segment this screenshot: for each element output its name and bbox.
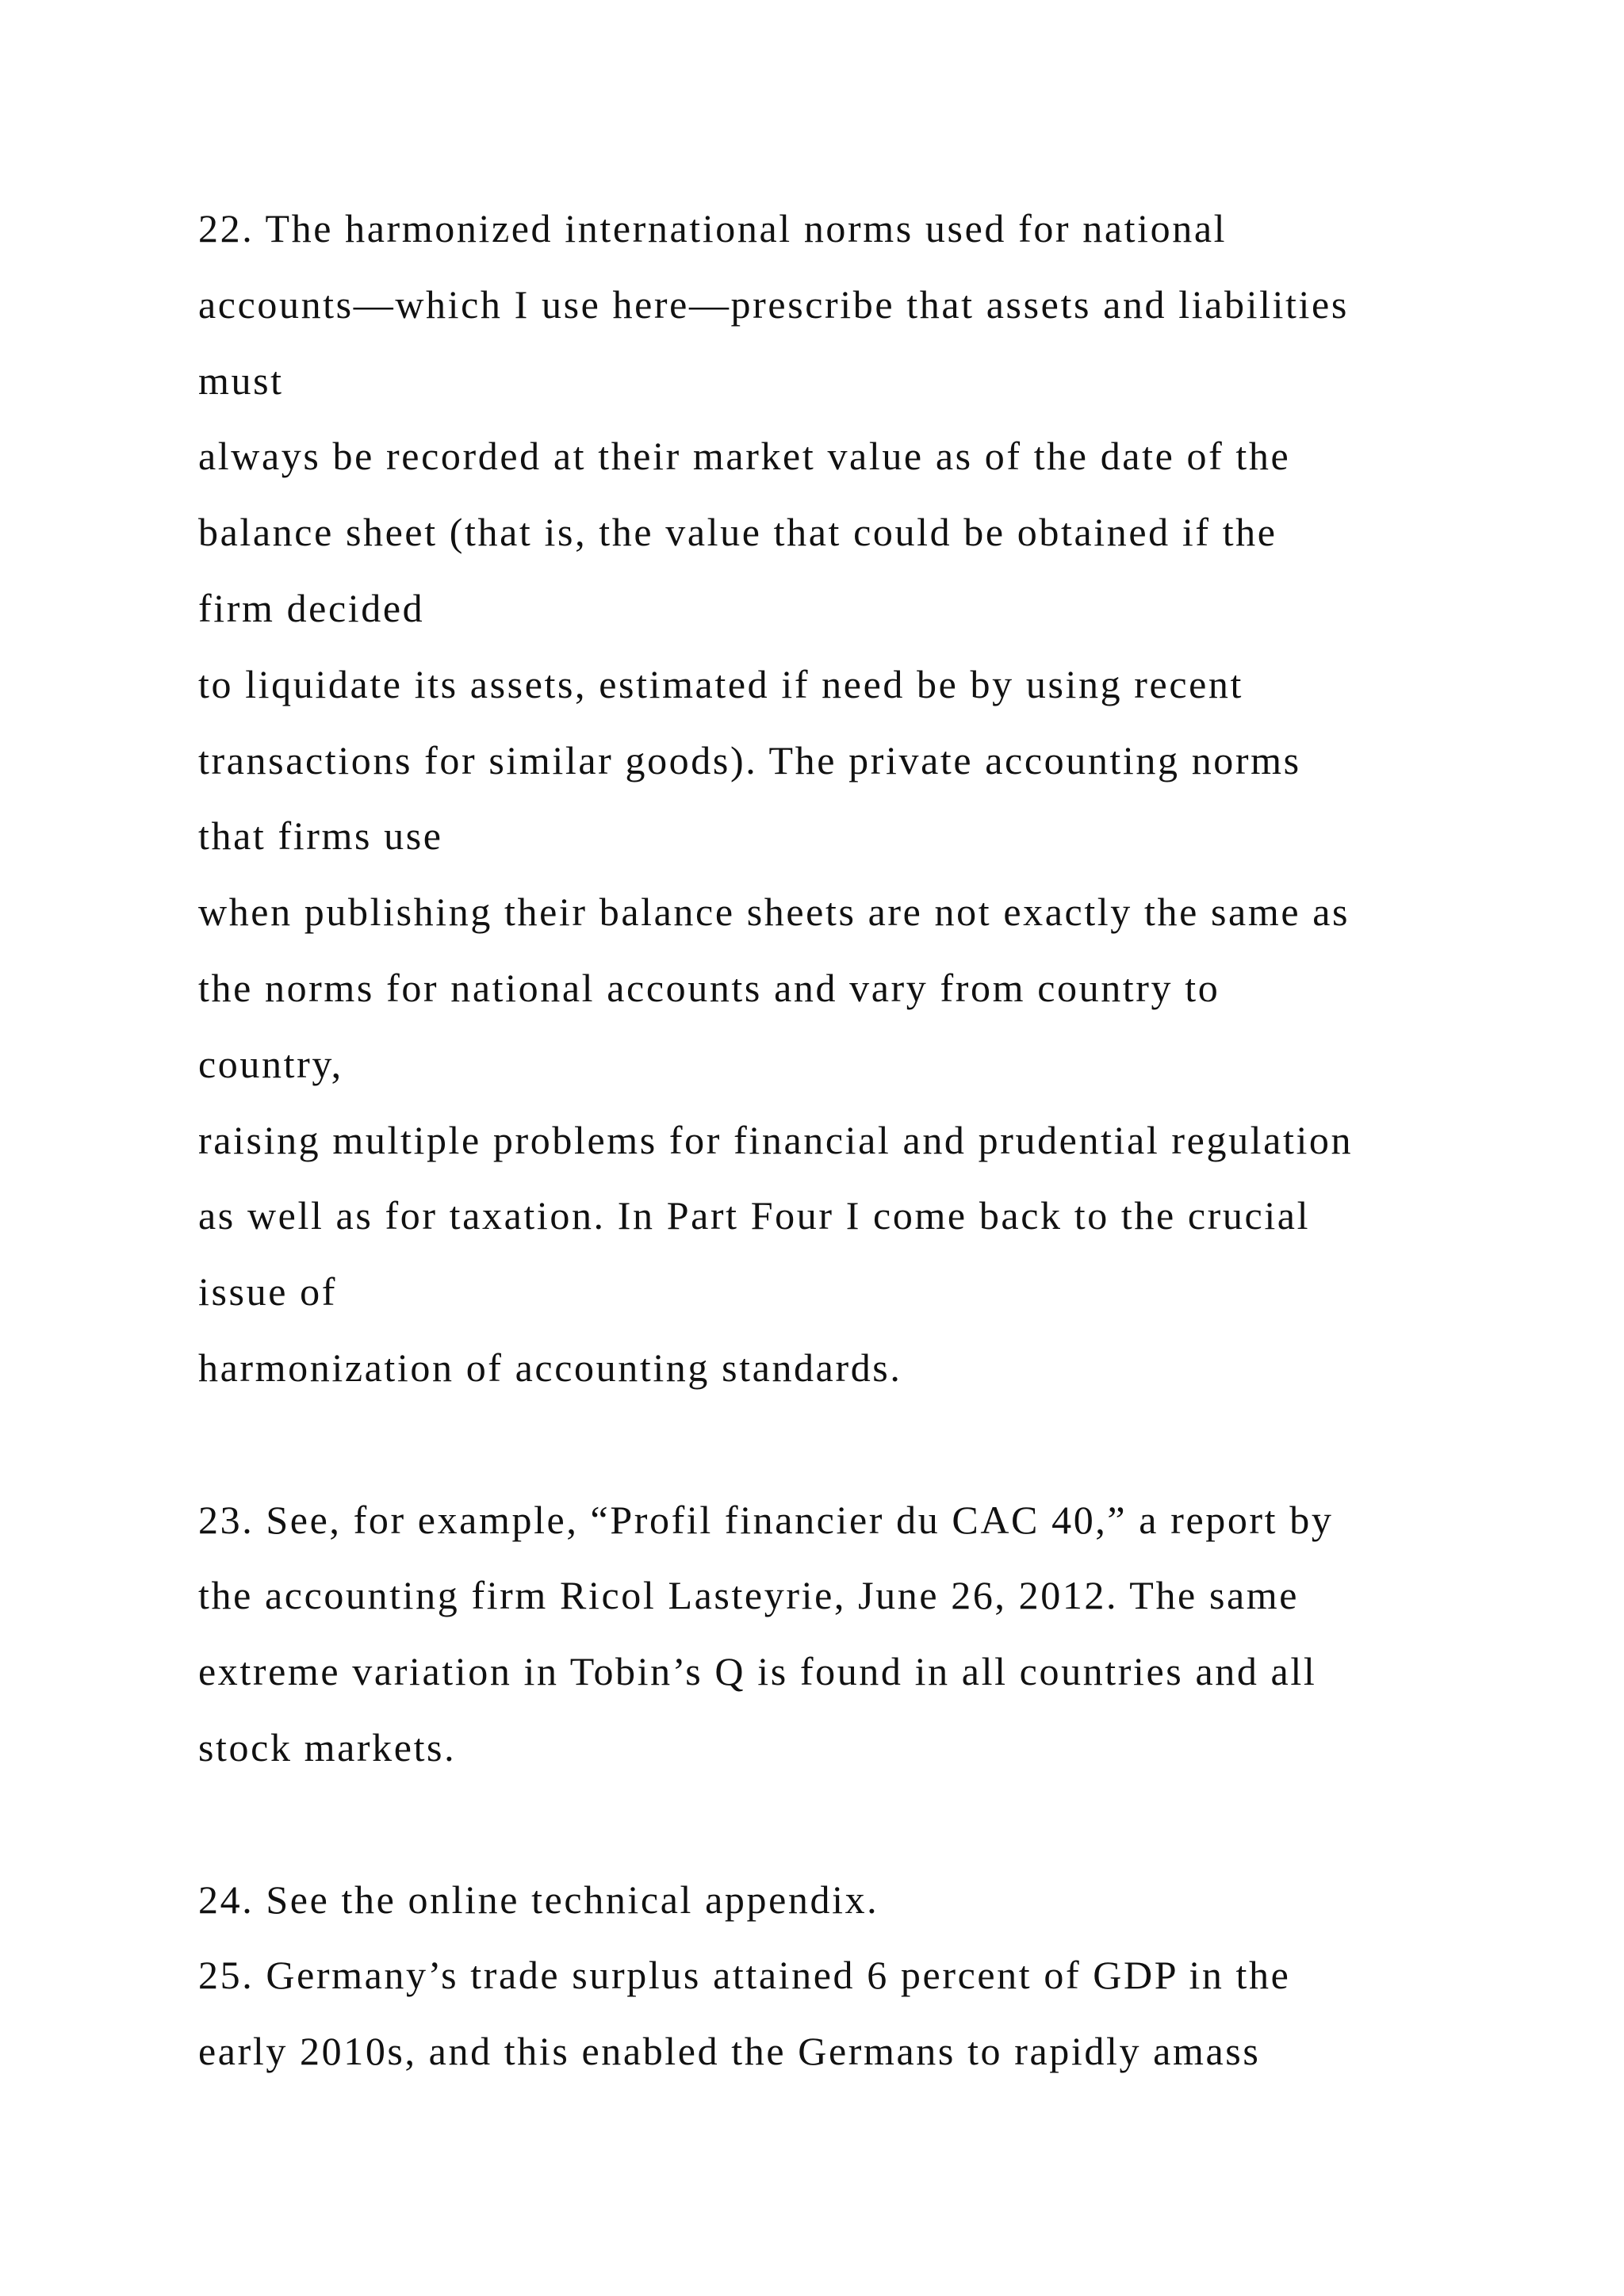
endnote-22	[198, 191, 1562, 1406]
text-line: firm decided	[198, 585, 425, 630]
text-line: balance sheet (that is, the value that could be obtained if the	[198, 510, 1277, 555]
text-line: when publishing their balance sheets are not exactly the same as	[198, 890, 1350, 935]
text-line: 24. See the online technical appendix.	[198, 1877, 879, 1922]
text-line: that firms use	[198, 813, 443, 859]
text-line: must	[198, 358, 284, 403]
text-line: raising multiple problems for financial and prudential regulation	[198, 1117, 1354, 1162]
endnotes-text	[198, 191, 1562, 2090]
text-line: 25. Germany’s trade surplus attained 6 percent of GDP in the	[198, 1953, 1291, 1998]
text-line: 22. The harmonized international norms used for national	[198, 206, 1228, 251]
text-line: early 2010s, and this enabled the Germans to rapidly amass	[198, 2029, 1261, 2074]
text-line: always be recorded at their market value as of the date of the	[198, 434, 1291, 479]
text-line: stock markets.	[198, 1724, 457, 1770]
endnote-25	[198, 1938, 1562, 2090]
paragraph-gap	[198, 1786, 1562, 1862]
text-line: country,	[198, 1041, 343, 1086]
text-line: 23. See, for example, “Profil financier du CAC 40,” a report by	[198, 1497, 1334, 1542]
text-line: transactions for similar goods). The private accounting norms	[198, 737, 1301, 783]
text-line: to liquidate its assets, estimated if need be by using recent	[198, 661, 1244, 706]
endnote-24	[198, 1862, 1562, 1938]
text-line: extreme variation in Tobin’s Q is found in all countries and all	[198, 1649, 1317, 1694]
endnote-23	[198, 1483, 1562, 1786]
paragraph-gap	[198, 1406, 1562, 1483]
text-line: accounts—which I use here—prescribe that assets and liabilities	[198, 281, 1349, 327]
text-line: as well as for taxation. In Part Four I come back to the crucial	[198, 1193, 1311, 1238]
text-line: the norms for national accounts and vary from country to	[198, 965, 1220, 1010]
text-line: issue of	[198, 1269, 337, 1314]
text-line: the accounting firm Ricol Lasteyrie, June 26, 2012. The same	[198, 1573, 1300, 1618]
text-line: harmonization of accounting standards.	[198, 1345, 902, 1390]
